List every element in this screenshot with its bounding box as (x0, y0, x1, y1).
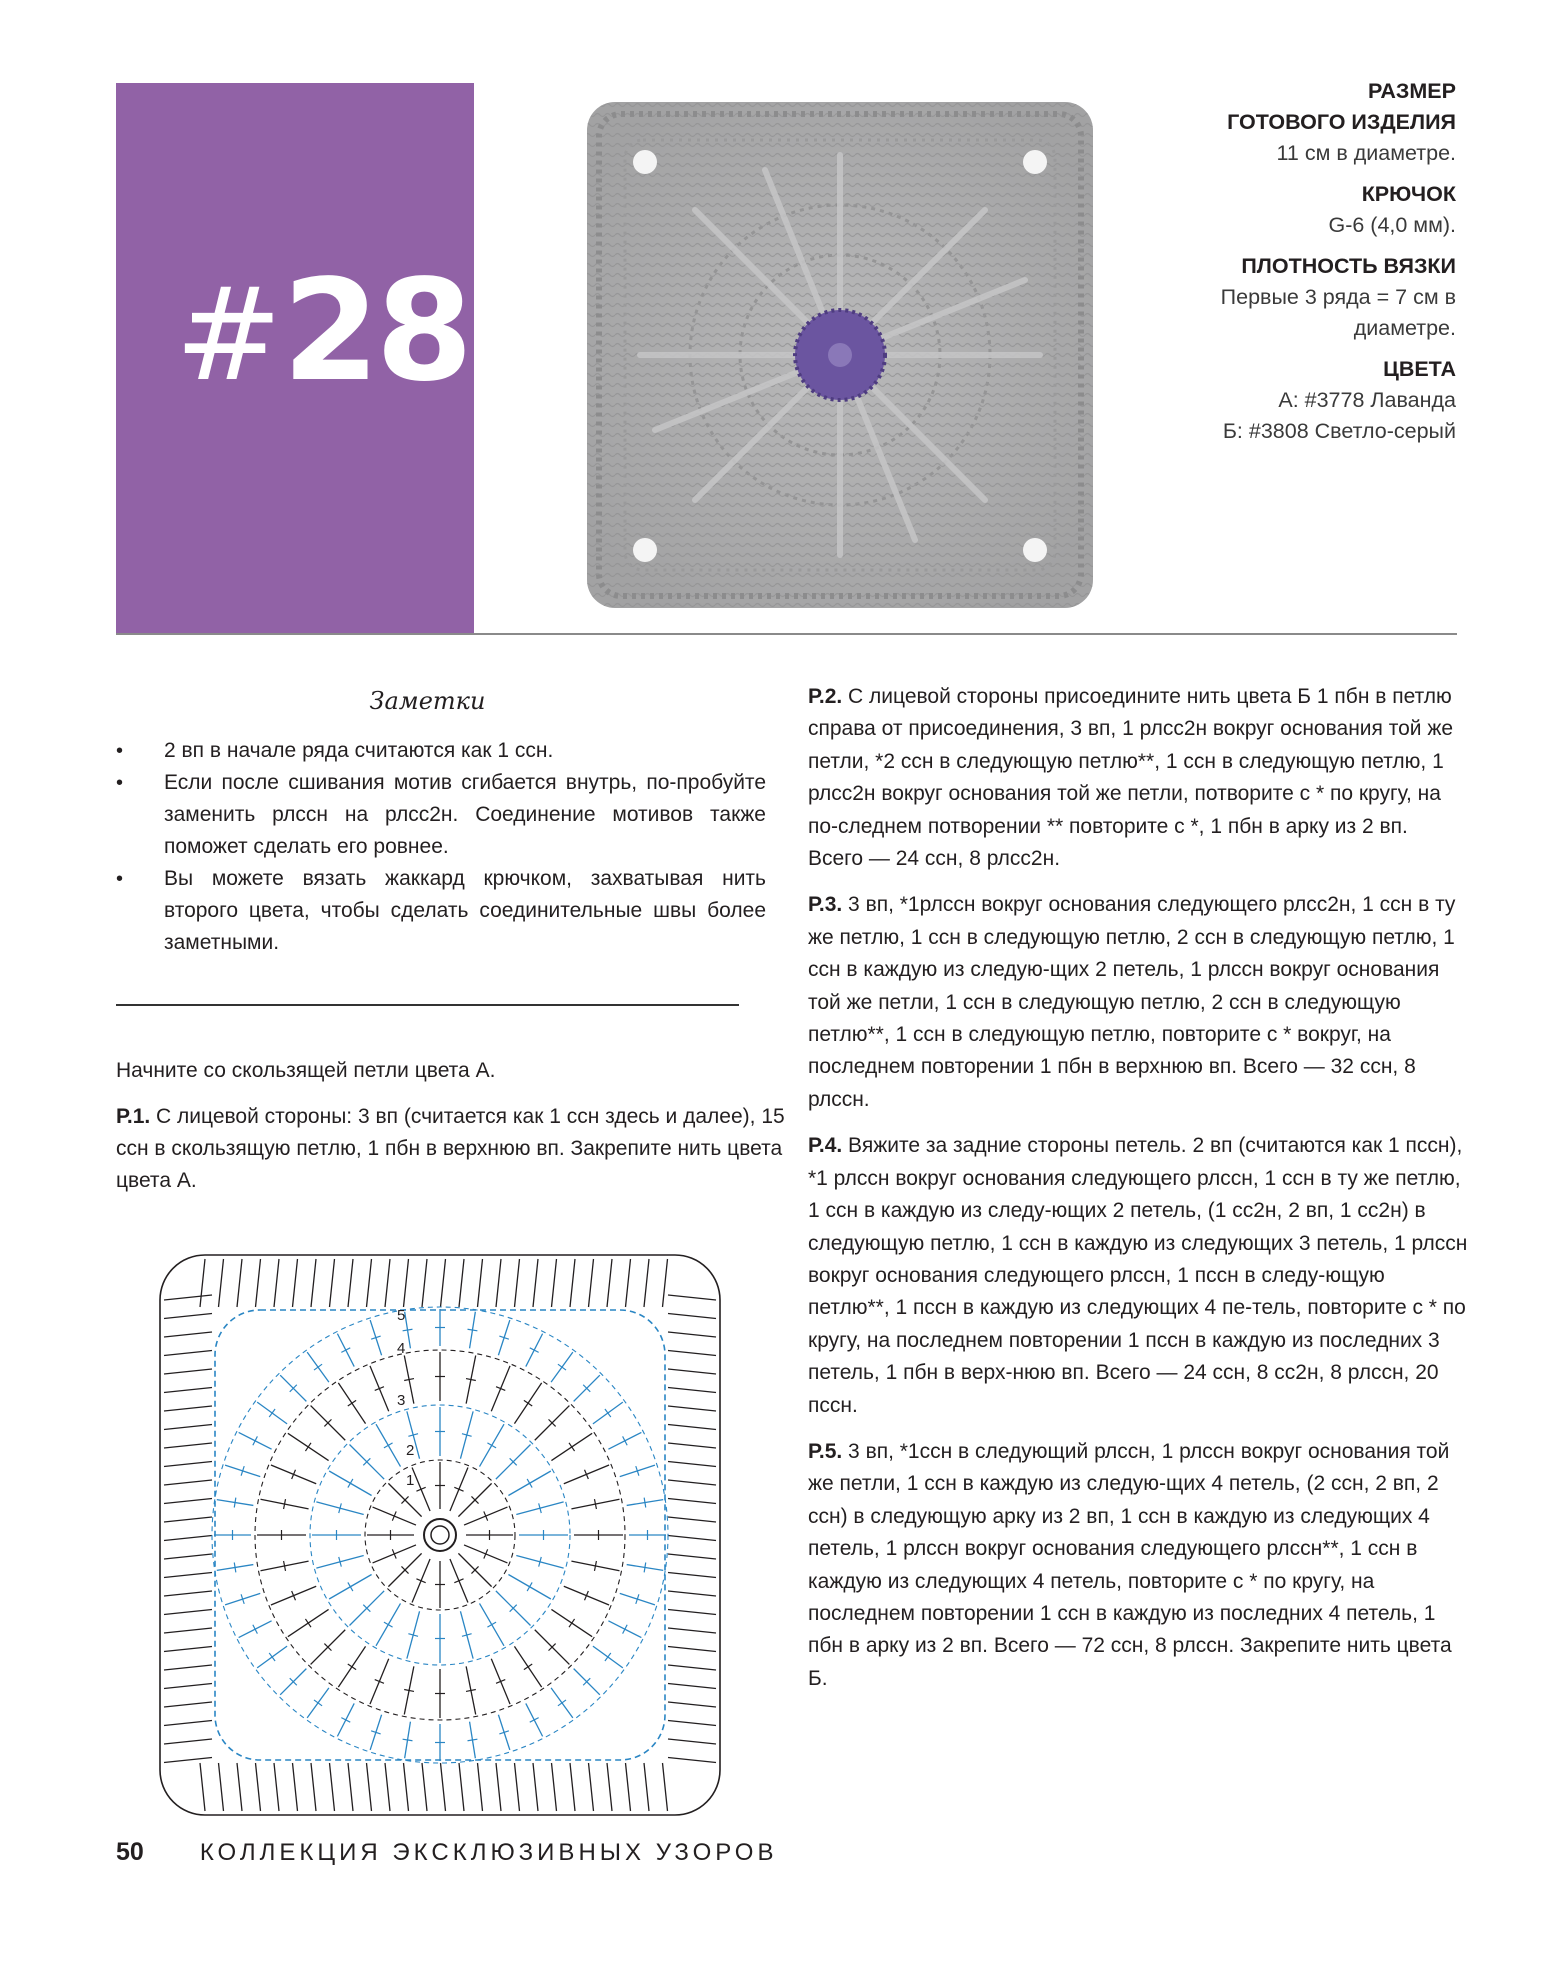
color-b: Б: #3808 Светло-серый (1222, 419, 1456, 443)
instruction-round-3 (808, 889, 1468, 1116)
chart-stitch (200, 1259, 205, 1307)
chart-stitch-bar (623, 1436, 628, 1445)
chart-stitch-bar (314, 1364, 322, 1370)
notes-divider (116, 1004, 739, 1006)
chart-stitch (663, 1763, 668, 1811)
header-divider (116, 633, 1457, 635)
round-2-text: С лицевой стороны присоедините нить цвета Б 1 пбн в петлю справа от присоединения, 3 вп, 1 рлсс2н вокруг основания той же петли, *2 ссн в следующую петлю**, 1 ссн в следующую петлю, 1 рлсс2н вокруг основания той же петли, потворите с * по кругу, на по-следнем потворении ** повторите с *, 1 пбн в арку из 2 вп. Всего — 24 ссн, 8 рлсс2н. (808, 685, 1454, 871)
chart-stitch-bar (487, 1622, 496, 1627)
chart-stitch-bar (403, 1739, 413, 1741)
chart-stitch (570, 1763, 575, 1811)
round-3-text: 3 вп, *1рлссн вокруг основания следующего рлсс2н, 1 ссн в ту же петлю, 1 ссн в следующую петлю, 2 ссн в следующую петлю, 1 ссн в каждую из следую-щих 2 петель, 1 рлссн вокруг основания той же петли, 1 ссн в следующую петлю, 2 ссн в следующую петлю**, 1 ссн в следующую петлю, повторите с * вокруг, на последнем повторении 1 пбн в верхнюю вп. Всего — 32 ссн, 8 рлссн. (808, 893, 1456, 1111)
chart-stitch-bar (524, 1664, 532, 1670)
chart-stitch-bar (234, 1498, 236, 1508)
chart-stitch (274, 1259, 279, 1307)
chart-stitch (668, 1369, 716, 1374)
chart-stitch (422, 1763, 427, 1811)
chart-stitch (644, 1259, 649, 1307)
chart-stitch-bar (305, 1619, 311, 1627)
chart-stitch (164, 1647, 212, 1652)
chart-stitch (668, 1536, 716, 1541)
chart-stitch (311, 1259, 316, 1307)
chart-magic-ring (424, 1519, 456, 1551)
chart-stitch (404, 1259, 409, 1307)
chart-stitch (404, 1763, 409, 1811)
chart-stitch (330, 1763, 335, 1811)
chart-stitch-bar (348, 1400, 356, 1406)
chart-stitch-bar (305, 1443, 311, 1451)
instruction-intro: Начните со скользящей петли цвета А. (116, 1059, 496, 1082)
colors-title: ЦВЕТА (1383, 357, 1456, 381)
round-4-text: Вяжите за задние стороны петель. 2 вп (считаются как 1 пссн), *1 рлссн вокруг основания следующего рлссн, 1 ссн в ту же петлю, 1 ссн в каждую из следу-ющих 2 петель, (1 сс2н, 2 вп, 1 сс2н) в следующую петлю, 1 ссн в каждую из следующих 3 петель, 1 рлссн вокруг основания следующего рлссн, 1 пссн в следу-ющую петлю**, 1 пссн в каждую из следующих 4 пе-тель, повторите с * по кругу, на последнем повторении 1 пссн в каждую из последних 3 петель, 1 пбн в верх-нюю вп. Всего — 24 ссн, 8 сс2н, 8 рлссн, 20 пссн. (808, 1134, 1468, 1417)
instruction-round-1 (116, 1101, 786, 1197)
chart-stitch (496, 1763, 501, 1811)
round-1-text: С лицевой стороны: 3 вп (считается как 1 ссн здесь и далее), 15 ссн в скользящую петлю, 1 пбн в верхнюю вп. Закрепите нить цвета цвета А. (116, 1105, 785, 1192)
chart-stitch-bar (524, 1400, 532, 1406)
chart-stitch (668, 1295, 716, 1300)
crochet-square-photo (585, 100, 1095, 610)
instruction-round-2 (808, 681, 1468, 875)
chart-stitch-bar (644, 1563, 646, 1573)
chart-stitch (164, 1295, 212, 1300)
notes-title: Заметки (369, 687, 486, 715)
chart-stitch (164, 1369, 212, 1374)
chart-stitch (164, 1739, 212, 1744)
notes-list (116, 735, 766, 959)
chart-stitch (496, 1259, 501, 1307)
page-number: 50 (116, 1838, 144, 1866)
crochet-chart-diagram (150, 1245, 745, 1840)
color-a: А: #3778 Лаванда (1278, 388, 1456, 412)
chart-stitch (515, 1259, 520, 1307)
chart-stitch (348, 1259, 353, 1307)
chart-stitch (668, 1462, 716, 1467)
chart-stitch (668, 1480, 716, 1485)
chart-stitch (668, 1758, 716, 1763)
chart-stitch-bar (403, 1329, 413, 1331)
chart-stitch (663, 1259, 668, 1307)
round-2-label: Р.2. (808, 685, 843, 708)
chart-stitch (164, 1758, 212, 1763)
chart-stitch-bar (314, 1700, 322, 1706)
chart-stitch (164, 1591, 212, 1596)
chart-stitch-bar (527, 1479, 532, 1488)
chart-stitch (668, 1647, 716, 1652)
chart-stitch (164, 1462, 212, 1467)
chart-stitch-bar (569, 1619, 575, 1627)
chart-stitch (533, 1259, 538, 1307)
round-1-label: Р.1. (116, 1105, 151, 1128)
chart-round-label: 4 (397, 1340, 406, 1357)
chart-stitch (164, 1351, 212, 1356)
chart-stitch (385, 1259, 390, 1307)
chart-stitch-bar (253, 1436, 258, 1445)
chart-stitch-bar (468, 1329, 478, 1331)
chart-stitch-bar (348, 1479, 353, 1488)
pattern-number-value: 28 (282, 250, 470, 413)
gauge-title: ПЛОТНОСТЬ ВЯЗКИ (1241, 254, 1456, 278)
round-3-label: Р.3. (808, 893, 843, 917)
chart-stitch (478, 1259, 483, 1307)
chart-stitch (237, 1259, 242, 1307)
chart-stitch (552, 1259, 557, 1307)
chart-stitch (668, 1517, 716, 1522)
chart-stitch (367, 1259, 372, 1307)
chart-stitch (164, 1443, 212, 1448)
chart-stitch (607, 1763, 612, 1811)
book-title: КОЛЛЕКЦИЯ ЭКСКЛЮЗИВНЫХ УЗОРОВ (199, 1839, 778, 1866)
chart-stitch (422, 1259, 427, 1307)
chart-stitch (668, 1554, 716, 1559)
chart-round-label: 3 (397, 1392, 406, 1409)
round-4-label: Р.4. (808, 1134, 843, 1158)
chart-stitch (515, 1763, 520, 1811)
chart-stitch-bar (253, 1625, 258, 1634)
chart-stitch (668, 1425, 716, 1430)
chart-stitch-bar (384, 1622, 393, 1627)
chart-stitch (311, 1763, 316, 1811)
note-item: • 2 вп в начале ряда считаются как 1 ссн. (116, 735, 766, 767)
chart-magic-ring-inner (431, 1526, 449, 1544)
note-item: • Вы можете вязать жаккард крючком, захватывая нить второго цвета, чтобы сделать соединительные швы более заметными. (116, 863, 766, 959)
chart-stitch (570, 1259, 575, 1307)
hook-value: G-6 (4,0 мм). (1328, 213, 1456, 237)
chart-stitch (164, 1425, 212, 1430)
chart-stitch (164, 1684, 212, 1689)
gauge-value-line1: Первые 3 ряда = 7 см в (1220, 285, 1456, 309)
instructions-right (808, 681, 1468, 1709)
chart-stitch (589, 1763, 594, 1811)
chart-stitch (237, 1763, 242, 1811)
chart-stitch (164, 1388, 212, 1393)
chart-stitch-bar (341, 1718, 350, 1723)
chart-stitch (164, 1721, 212, 1726)
chart-stitch (668, 1684, 716, 1689)
chart-stitch (164, 1665, 212, 1670)
chart-stitch-bar (269, 1409, 275, 1417)
chart-round-label: 1 (406, 1472, 415, 1489)
chart-stitch (256, 1259, 261, 1307)
size-title-line1: РАЗМЕР (1367, 79, 1456, 103)
chart-stitch-bar (558, 1364, 566, 1370)
size-value: 11 см в диаметре. (1276, 141, 1456, 165)
chart-stitch-bar (530, 1348, 539, 1353)
chart-stitch (274, 1763, 279, 1811)
instruction-round-5 (808, 1436, 1468, 1695)
chart-stitch (626, 1763, 631, 1811)
note-item: • Если после сшивания мотив сгибается внутрь, по-пробуйте заменить рлссн на рлсс2н. Соединение мотивов также поможет сделать его ровнее. (116, 767, 766, 863)
chart-stitch (164, 1554, 212, 1559)
chart-stitch (668, 1702, 716, 1707)
chart-stitch (441, 1763, 446, 1811)
chart-stitch (668, 1591, 716, 1596)
chart-stitch (589, 1259, 594, 1307)
chart-stitch (478, 1763, 483, 1811)
hook-title: КРЮЧОК (1361, 182, 1456, 206)
chart-stitch (385, 1763, 390, 1811)
chart-stitch (668, 1406, 716, 1411)
chart-stitch (164, 1499, 212, 1504)
chart-stitch (164, 1314, 212, 1319)
chart-round-label: 5 (397, 1307, 406, 1324)
chart-stitch (668, 1573, 716, 1578)
chart-stitch (367, 1763, 372, 1811)
chart-stitch-bar (558, 1700, 566, 1706)
chart-stitch (459, 1763, 464, 1811)
chart-stitch-bar (487, 1443, 496, 1448)
chart-stitch (668, 1721, 716, 1726)
chart-stitch (293, 1259, 298, 1307)
chart-stitch-bar (644, 1498, 646, 1508)
chart-stitch-bar (348, 1582, 353, 1591)
chart-stitch (219, 1259, 224, 1307)
chart-stitch (668, 1499, 716, 1504)
chart-stitch (668, 1739, 716, 1744)
chart-stitch (293, 1763, 298, 1811)
instruction-round-4 (808, 1130, 1468, 1422)
chart-stitch (164, 1536, 212, 1541)
chart-stitch-bar (341, 1348, 350, 1353)
chart-stitch-bar (605, 1409, 611, 1417)
chart-stitch (164, 1610, 212, 1615)
chart-stitch (668, 1610, 716, 1615)
chart-stitch (164, 1406, 212, 1411)
chart-stitch (330, 1259, 335, 1307)
chart-stitch (164, 1517, 212, 1522)
chart-stitch-bar (527, 1582, 532, 1591)
chart-stitch (607, 1259, 612, 1307)
chart-stitch (552, 1763, 557, 1811)
chart-stitch-bar (530, 1718, 539, 1723)
chart-stitch (668, 1665, 716, 1670)
chart-stitch (668, 1351, 716, 1356)
chart-round-label: 2 (406, 1442, 415, 1459)
chart-stitch-bar (569, 1443, 575, 1451)
page-footer (116, 1838, 777, 1867)
chart-stitch (256, 1763, 261, 1811)
chart-stitch (348, 1763, 353, 1811)
chart-stitch (219, 1763, 224, 1811)
chart-stitch (626, 1259, 631, 1307)
gauge-value-line2: диаметре. (1353, 316, 1456, 340)
chart-stitch (200, 1763, 205, 1811)
chart-stitch-bar (348, 1664, 356, 1670)
pattern-number-hash: # (175, 261, 283, 410)
chart-stitch (668, 1443, 716, 1448)
chart-stitch (164, 1702, 212, 1707)
chart-stitch (164, 1480, 212, 1485)
chart-stitch (533, 1763, 538, 1811)
chart-stitch-bar (605, 1653, 611, 1661)
chart-stitch (668, 1628, 716, 1633)
round-5-text: 3 вп, *1ссн в следующий рлссн, 1 рлссн вокруг основания той же петли, 1 ссн в каждую из следую-щих 4 петель, (2 ссн, 2 вп, 2 ссн) в следующую арку из 2 вп, 1 ссн в каждую из следующих 4 петель, 1 рлссн вокруг основания следующего рлссн**, 1 ссн в каждую из следующих 4 петель, повторите с * по кругу, на последнем повторении 1 ссн в каждую из последних 4 петель, 1 пбн в арку из 2 вп. Всего — 72 ссн, 8 рлссн. Закрепите нить цвета Б. (808, 1439, 1452, 1690)
chart-stitch (164, 1573, 212, 1578)
chart-stitch-bar (269, 1653, 275, 1661)
chart-stitch (164, 1628, 212, 1633)
chart-stitch (668, 1314, 716, 1319)
chart-stitch-bar (623, 1625, 628, 1634)
chart-stitch (459, 1259, 464, 1307)
chart-stitch (668, 1388, 716, 1393)
pattern-number (175, 250, 470, 413)
chart-stitch-bar (384, 1443, 393, 1448)
chart-stitch (164, 1332, 212, 1337)
round-5-label: Р.5. (808, 1439, 843, 1463)
chart-stitch-bar (468, 1739, 478, 1741)
size-title-line2: ГОТОВОГО ИЗДЕЛИЯ (1227, 110, 1456, 134)
chart-stitch (668, 1332, 716, 1337)
chart-stitch (441, 1259, 446, 1307)
instructions-left (116, 1055, 786, 1211)
chart-stitch (644, 1763, 649, 1811)
pattern-specs (1156, 76, 1456, 447)
chart-stitch-bar (234, 1563, 236, 1573)
